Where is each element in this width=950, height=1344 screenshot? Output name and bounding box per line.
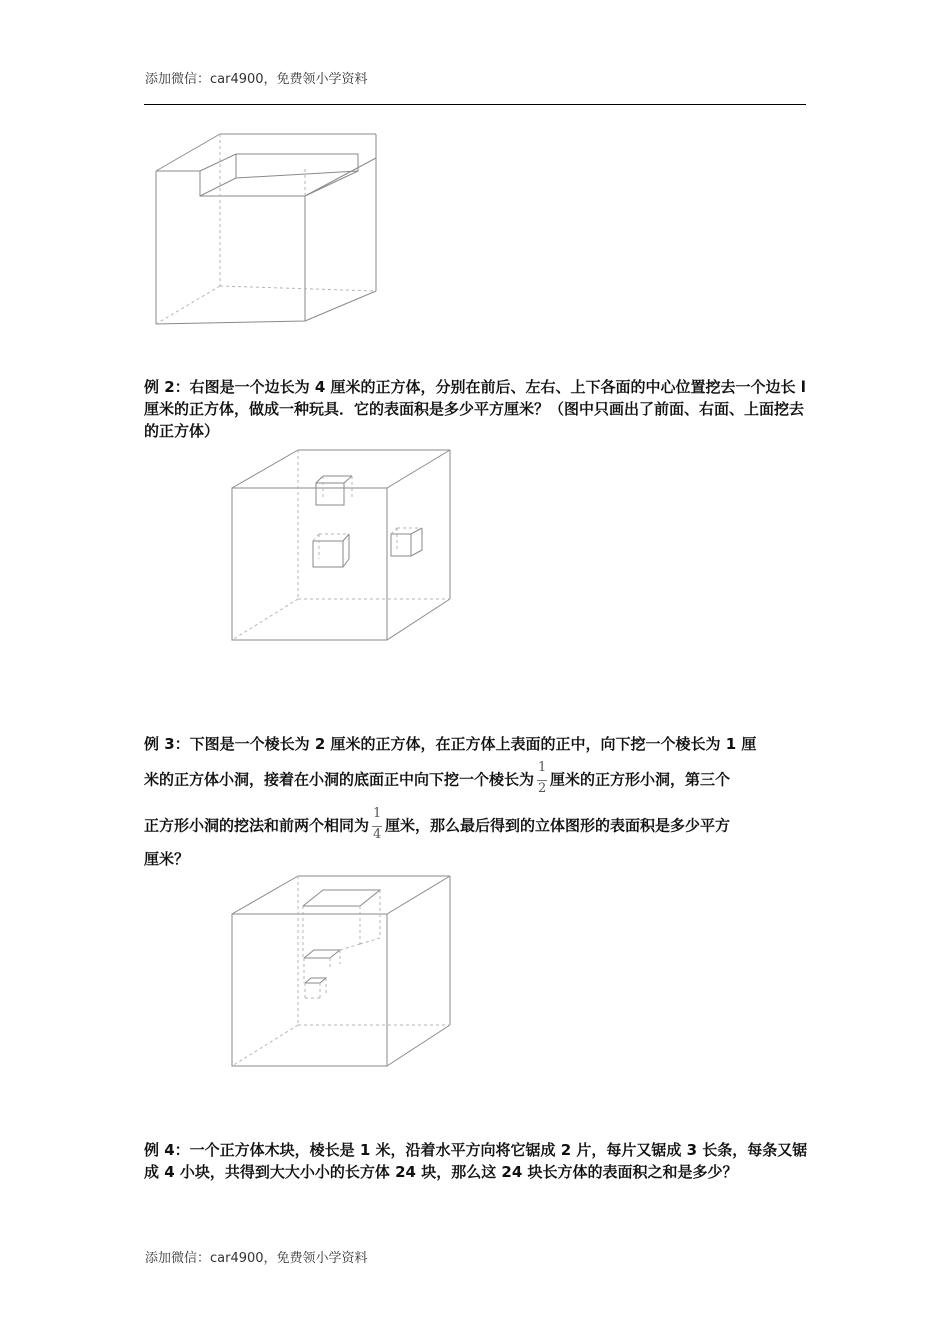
example3-line2 xyxy=(144,760,730,800)
page-footer: 添加微信：car4900，免费领小学资料 xyxy=(145,1251,368,1266)
page-header: 添加微信：car4900，免费领小学资料 xyxy=(145,72,368,87)
figure-notched-cube xyxy=(150,128,385,333)
example3-line4: 厘米？ xyxy=(144,850,190,868)
example3-line3-pre: 正方形小洞的挖法和前两个相同为 xyxy=(144,816,370,835)
example3-line1: 例 3：下图是一个棱长为 2 厘米的正方体，在正方体上表面的正中，向下挖一个棱长为 1 厘 xyxy=(144,735,757,753)
figure-stepped-holes-cube xyxy=(228,872,458,1072)
example3-line3-post: 厘米，那么最后得到的立体图形的表面积是多少平方 xyxy=(385,816,731,835)
example3-line2-post: 厘米的正方形小洞，第三个 xyxy=(550,770,731,789)
example3-line3 xyxy=(144,806,730,846)
fraction-one-quarter: $\frac{1}{4}$ xyxy=(373,806,382,842)
example4-text: 例 4：一个正方体木块，棱长是 1 米，沿着水平方向将它锯成 2 片，每片又锯成 3 长条，每条又锯成 4 小块，共得到大大小小的长方体 24 块，那么这 24 块长方体的表面积之和是多少？ xyxy=(144,1141,808,1181)
example2-text: 例 2：右图是一个边长为 4 厘米的正方体，分别在前后、左右、上下各面的中心位置挖去一个边长 l 厘米的正方体，做成一种玩具．它的表面积是多少平方厘米？（图中只画出了前面、右面、上面挖去的正方体） xyxy=(144,378,806,440)
figure-cube-with-holes xyxy=(228,446,458,646)
header-rule xyxy=(144,104,806,105)
example3-line2-pre: 米的正方体小洞，接着在小洞的底面正中向下挖一个棱长为 xyxy=(144,770,535,789)
fraction-one-half: $\frac{1}{2}$ xyxy=(538,760,547,796)
